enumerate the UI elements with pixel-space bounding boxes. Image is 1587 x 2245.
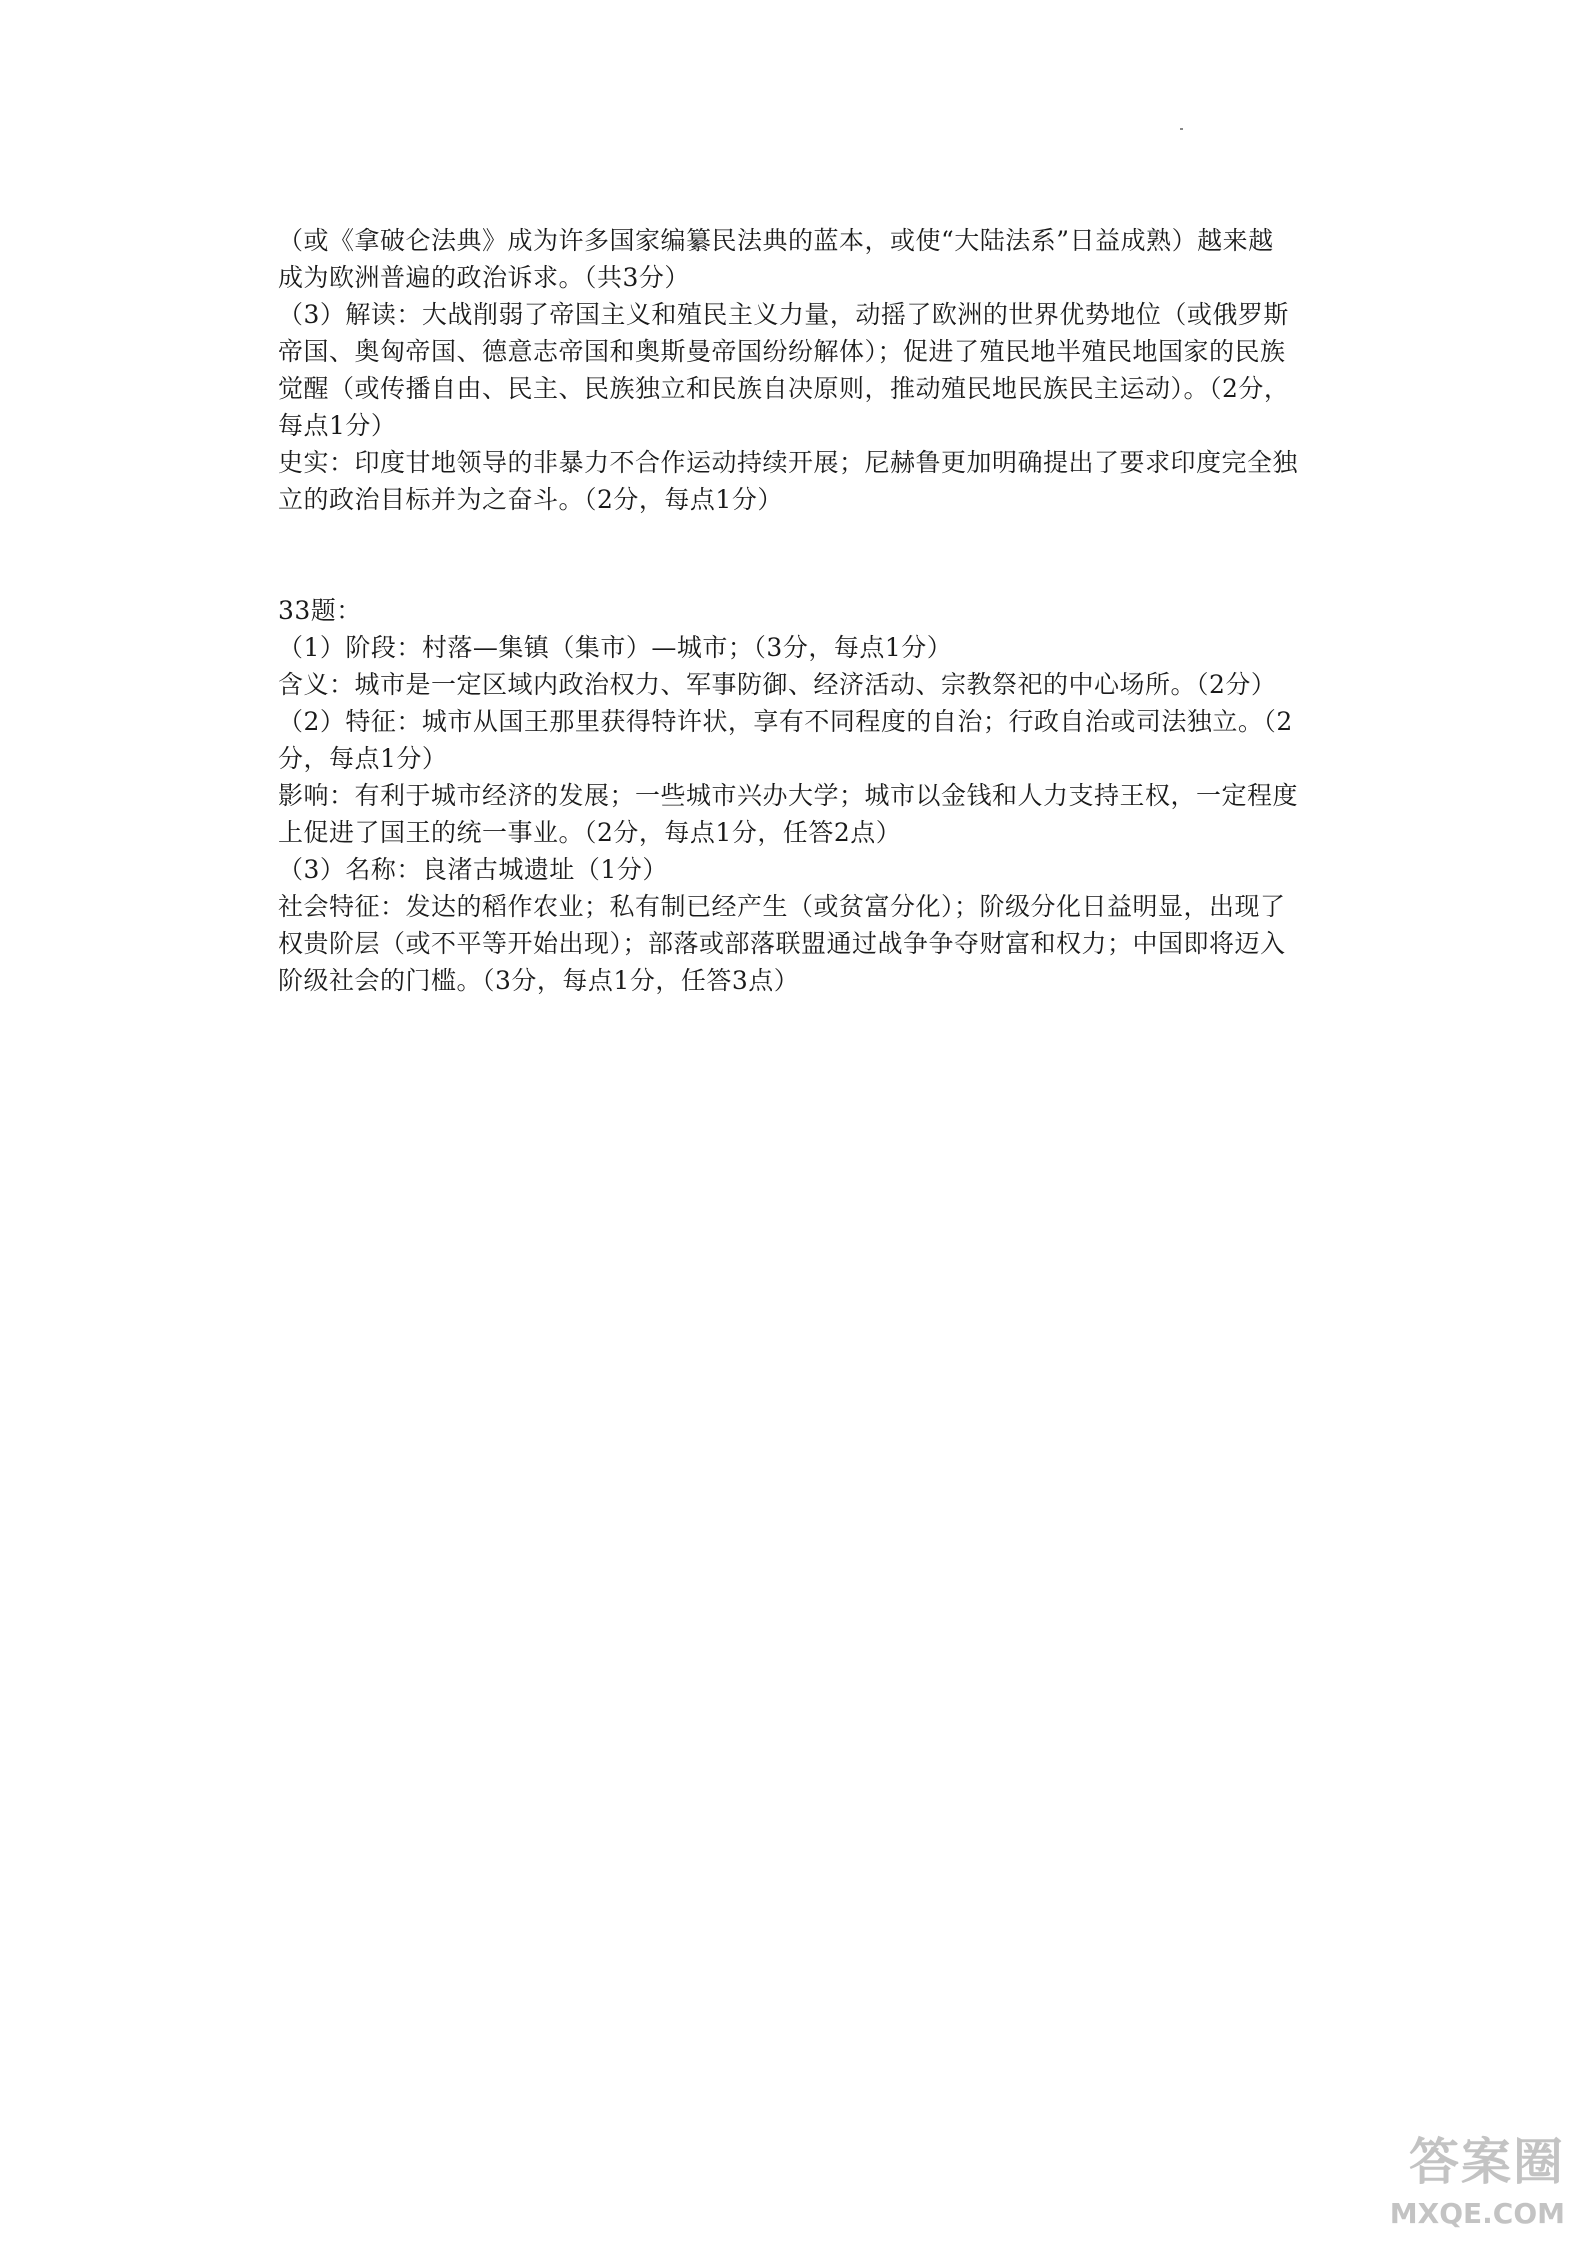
text-line: 帝国、奥匈帝国、德意志帝国和奥斯曼帝国纷纷解体）；促进了殖民地半殖民地国家的民族 — [278, 337, 1286, 366]
text-line: 立的政治目标并为之奋斗。（2分，每点1分） — [278, 485, 783, 514]
text-line: （2）特征：城市从国王那里获得特许状，享有不同程度的自治；行政自治或司法独立。（2 — [278, 707, 1293, 736]
text-line: 成为欧洲普遍的政治诉求。（共3分） — [278, 263, 690, 292]
watermark-logo: 答案圈 — [1409, 2133, 1565, 2191]
section-gap — [278, 518, 1308, 592]
text-line: 分，每点1分） — [278, 744, 448, 773]
scan-speck — [1180, 128, 1183, 130]
text-line: （1）阶段：村落—集镇（集市）—城市；（3分，每点1分） — [278, 633, 953, 662]
text-line: 史实：印度甘地领导的非暴力不合作运动持续开展；尼赫鲁更加明确提出了要求印度完全独 — [278, 448, 1299, 477]
text-line: 阶级社会的门槛。（3分，每点1分，任答3点） — [278, 966, 800, 995]
text-line: 每点1分） — [278, 411, 397, 440]
answer-content — [278, 222, 1308, 999]
text-line: 影响：有利于城市经济的发展；一些城市兴办大学；城市以金钱和人力支持王权，一定程度 — [278, 781, 1299, 810]
watermark — [1345, 2131, 1565, 2231]
section-title: 33题： — [278, 596, 362, 625]
watermark-url: MXQE.COM — [1389, 2197, 1565, 2230]
text-line: （或《拿破仑法典》成为许多国家编纂民法典的蓝本，或使“大陆法系”日益成熟）越来越 — [278, 226, 1274, 255]
text-line: 觉醒（或传播自由、民主、民族独立和民族自决原则，推动殖民地民族民主运动）。（2分， — [278, 374, 1290, 403]
text-line: 含义：城市是一定区域内政治权力、军事防御、经济活动、宗教祭祀的中心场所。（2分） — [278, 670, 1277, 699]
text-line: 上促进了国王的统一事业。（2分，每点1分，任答2点） — [278, 818, 902, 847]
text-line: （3）解读：大战削弱了帝国主义和殖民主义力量，动摇了欧洲的世界优势地位（或俄罗斯 — [278, 300, 1289, 329]
section-32-continuation — [278, 222, 1308, 518]
text-line: 权贵阶层（或不平等开始出现）；部落或部落联盟通过战争争夺财富和权力；中国即将迈入 — [278, 929, 1286, 958]
text-line: （3）名称：良渚古城遗址（1分） — [278, 855, 668, 884]
section-33 — [278, 592, 1308, 999]
text-line: 社会特征：发达的稻作农业；私有制已经产生（或贫富分化）；阶级分化日益明显，出现了 — [278, 892, 1286, 921]
